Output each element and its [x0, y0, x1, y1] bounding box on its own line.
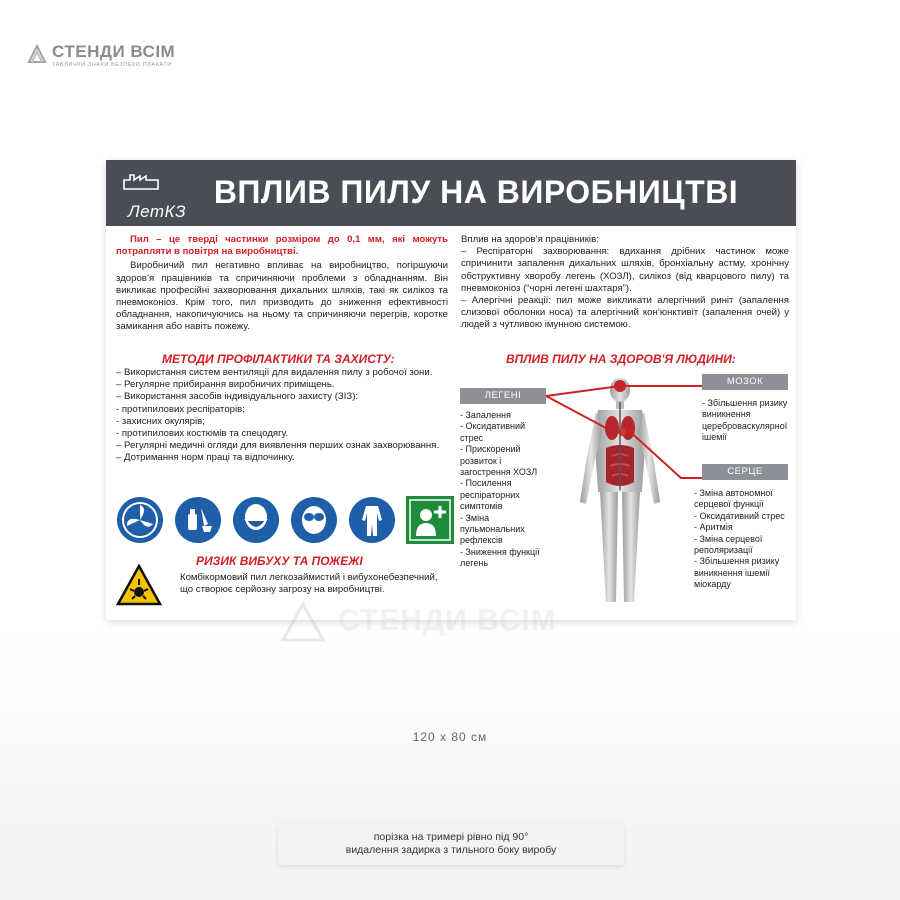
health-block — [461, 234, 789, 332]
note-line: видалення задирка з тильного боку виробу — [345, 844, 557, 856]
intro-block — [116, 234, 448, 334]
brand-name: СТЕНДИ ВСІМ — [52, 42, 176, 61]
list-item: - Аритмія — [694, 522, 733, 533]
list-item: - Прискорений розвиток і загострення ХОЗЛ — [460, 444, 538, 478]
list-item: - протипилових респіраторів; — [116, 403, 245, 415]
medical-check-icon — [406, 496, 454, 544]
watermark-mark-icon — [278, 600, 328, 644]
protective-suit-icon — [348, 496, 396, 544]
list-item: – Регулярні медичні огляди для виявлення перших ознак захворювання. — [116, 440, 440, 452]
list-item: – Регулярне прибирання виробничих приміщень. — [116, 379, 335, 391]
list-item: - Збільшення ризику виникнення цереброваскулярної ішемії — [702, 398, 788, 443]
risk-title: РИЗИК ВИБУХУ ТА ПОЖЕЖІ — [196, 554, 363, 568]
poster-header — [106, 160, 796, 226]
cleaning-icon — [174, 496, 222, 544]
respirator-icon — [232, 496, 280, 544]
risk-text: Комбікормовий пил легкозаймистий і вибухонебезпечний, що створює серйозну загрозу на виробництві. — [180, 572, 438, 596]
list-item: - Оксидативний стрес — [460, 421, 526, 443]
intro-body: Виробничий пил негативно впливає на виробництво, погіршуючи здоров’я працівників та спричиняючи проблеми з обладнанням. Він викликає професійні захворювання дихальних шляхів, такі як силікоз та пневмоконіоз. Крім того, пил призводить до зниження ефективності обладнання, накопичуючись на ньому та спричиняючи перегрів, коротке замикання або навіть пожежу. — [116, 260, 448, 333]
health-intro: Вплив на здоров’я працівників: — [461, 234, 599, 245]
health-item: – Алергічні реакції: пил може викликати алергічний риніт (запалення слизової оболонки носа) та алергічний кон’юнктивіт (запалення очей) у людей з чутливою імунною системою. — [461, 295, 789, 331]
list-item: – Дотримання норм праці та відпочинку. — [116, 452, 295, 464]
production-note — [278, 823, 624, 865]
list-item: - Зміна пульмональних рефлексів — [460, 512, 525, 546]
brand-mark-icon — [26, 42, 48, 66]
company-logo — [114, 172, 187, 221]
list-item: - Зміна серцевої реполяризації — [694, 533, 763, 556]
brain-effects — [702, 398, 792, 444]
list-item: - Збільшення ризику виникнення ішемії міокарду — [694, 556, 780, 590]
brand-logo — [26, 40, 186, 72]
lungs-effects — [460, 410, 550, 570]
list-item: - Посилення респіраторних симптомів — [460, 478, 520, 512]
health-item: – Респіраторні захворювання: вдихання дрібних частинок може спричинити запалення дихальних шляхів, бронхіальну астму, хронічну обструктивну хворобу легень (ХОЗЛ), силікоз (від кварцового пилу) та пневмоконіоз (“чорні легені шахтаря”). — [461, 246, 789, 294]
explosion-warning-icon — [116, 564, 162, 606]
list-item: – Використання засобів індивідуального захисту (ЗІЗ): — [116, 391, 359, 403]
size-label: 120 х 80 см — [412, 730, 488, 744]
prevention-title: МЕТОДИ ПРОФІЛАКТИКИ ТА ЗАХИСТУ: — [162, 352, 395, 366]
watermark — [278, 600, 638, 644]
human-body-figure — [560, 372, 680, 608]
list-item: - захисних окулярів; — [116, 415, 205, 427]
intro-definition: Пил – це тверді частинки розміром до 0,1 мм, які можуть потрапляти в повітря на виробництві. — [116, 234, 448, 258]
lungs-label: ЛЕГЕНІ — [460, 388, 546, 404]
factory-icon — [122, 172, 162, 190]
ventilation-icon — [116, 496, 164, 544]
heart-effects — [694, 488, 790, 591]
prevention-list — [116, 367, 448, 465]
brain-label: МОЗОК — [702, 374, 788, 390]
list-item: - Зниження функції легень — [460, 546, 540, 569]
body-impact-title: ВПЛИВ ПИЛУ НА ЗДОРОВ'Я ЛЮДИНИ: — [506, 352, 736, 366]
brand-tagline: ТАБЛИЧКИ ЗНАКИ БЕЗПЕКИ ПЛАКАТИ — [52, 62, 172, 68]
list-item: - протипилових костюмів та спецодягу. — [116, 428, 289, 440]
watermark-text: СТЕНДИ ВСІМ — [338, 604, 557, 637]
note-line: порізка на тримері рівно під 90° — [373, 831, 529, 843]
list-item: – Використання систем вентиляції для видалення пилу з робочої зони. — [116, 367, 433, 378]
poster-title: ВПЛИВ ПИЛУ НА ВИРОБНИЦТВІ — [213, 174, 739, 210]
logo-text: ЛетКЗ — [128, 202, 187, 221]
heart-label: СЕРЦЕ — [702, 464, 788, 480]
safety-icons — [116, 496, 448, 546]
list-item: - Зміна автономної серцевої функції — [694, 488, 773, 510]
list-item: - Оксидативний стрес — [694, 510, 785, 521]
goggles-icon — [290, 496, 338, 544]
poster-preview — [106, 160, 796, 620]
list-item: - Запалення — [460, 410, 511, 420]
